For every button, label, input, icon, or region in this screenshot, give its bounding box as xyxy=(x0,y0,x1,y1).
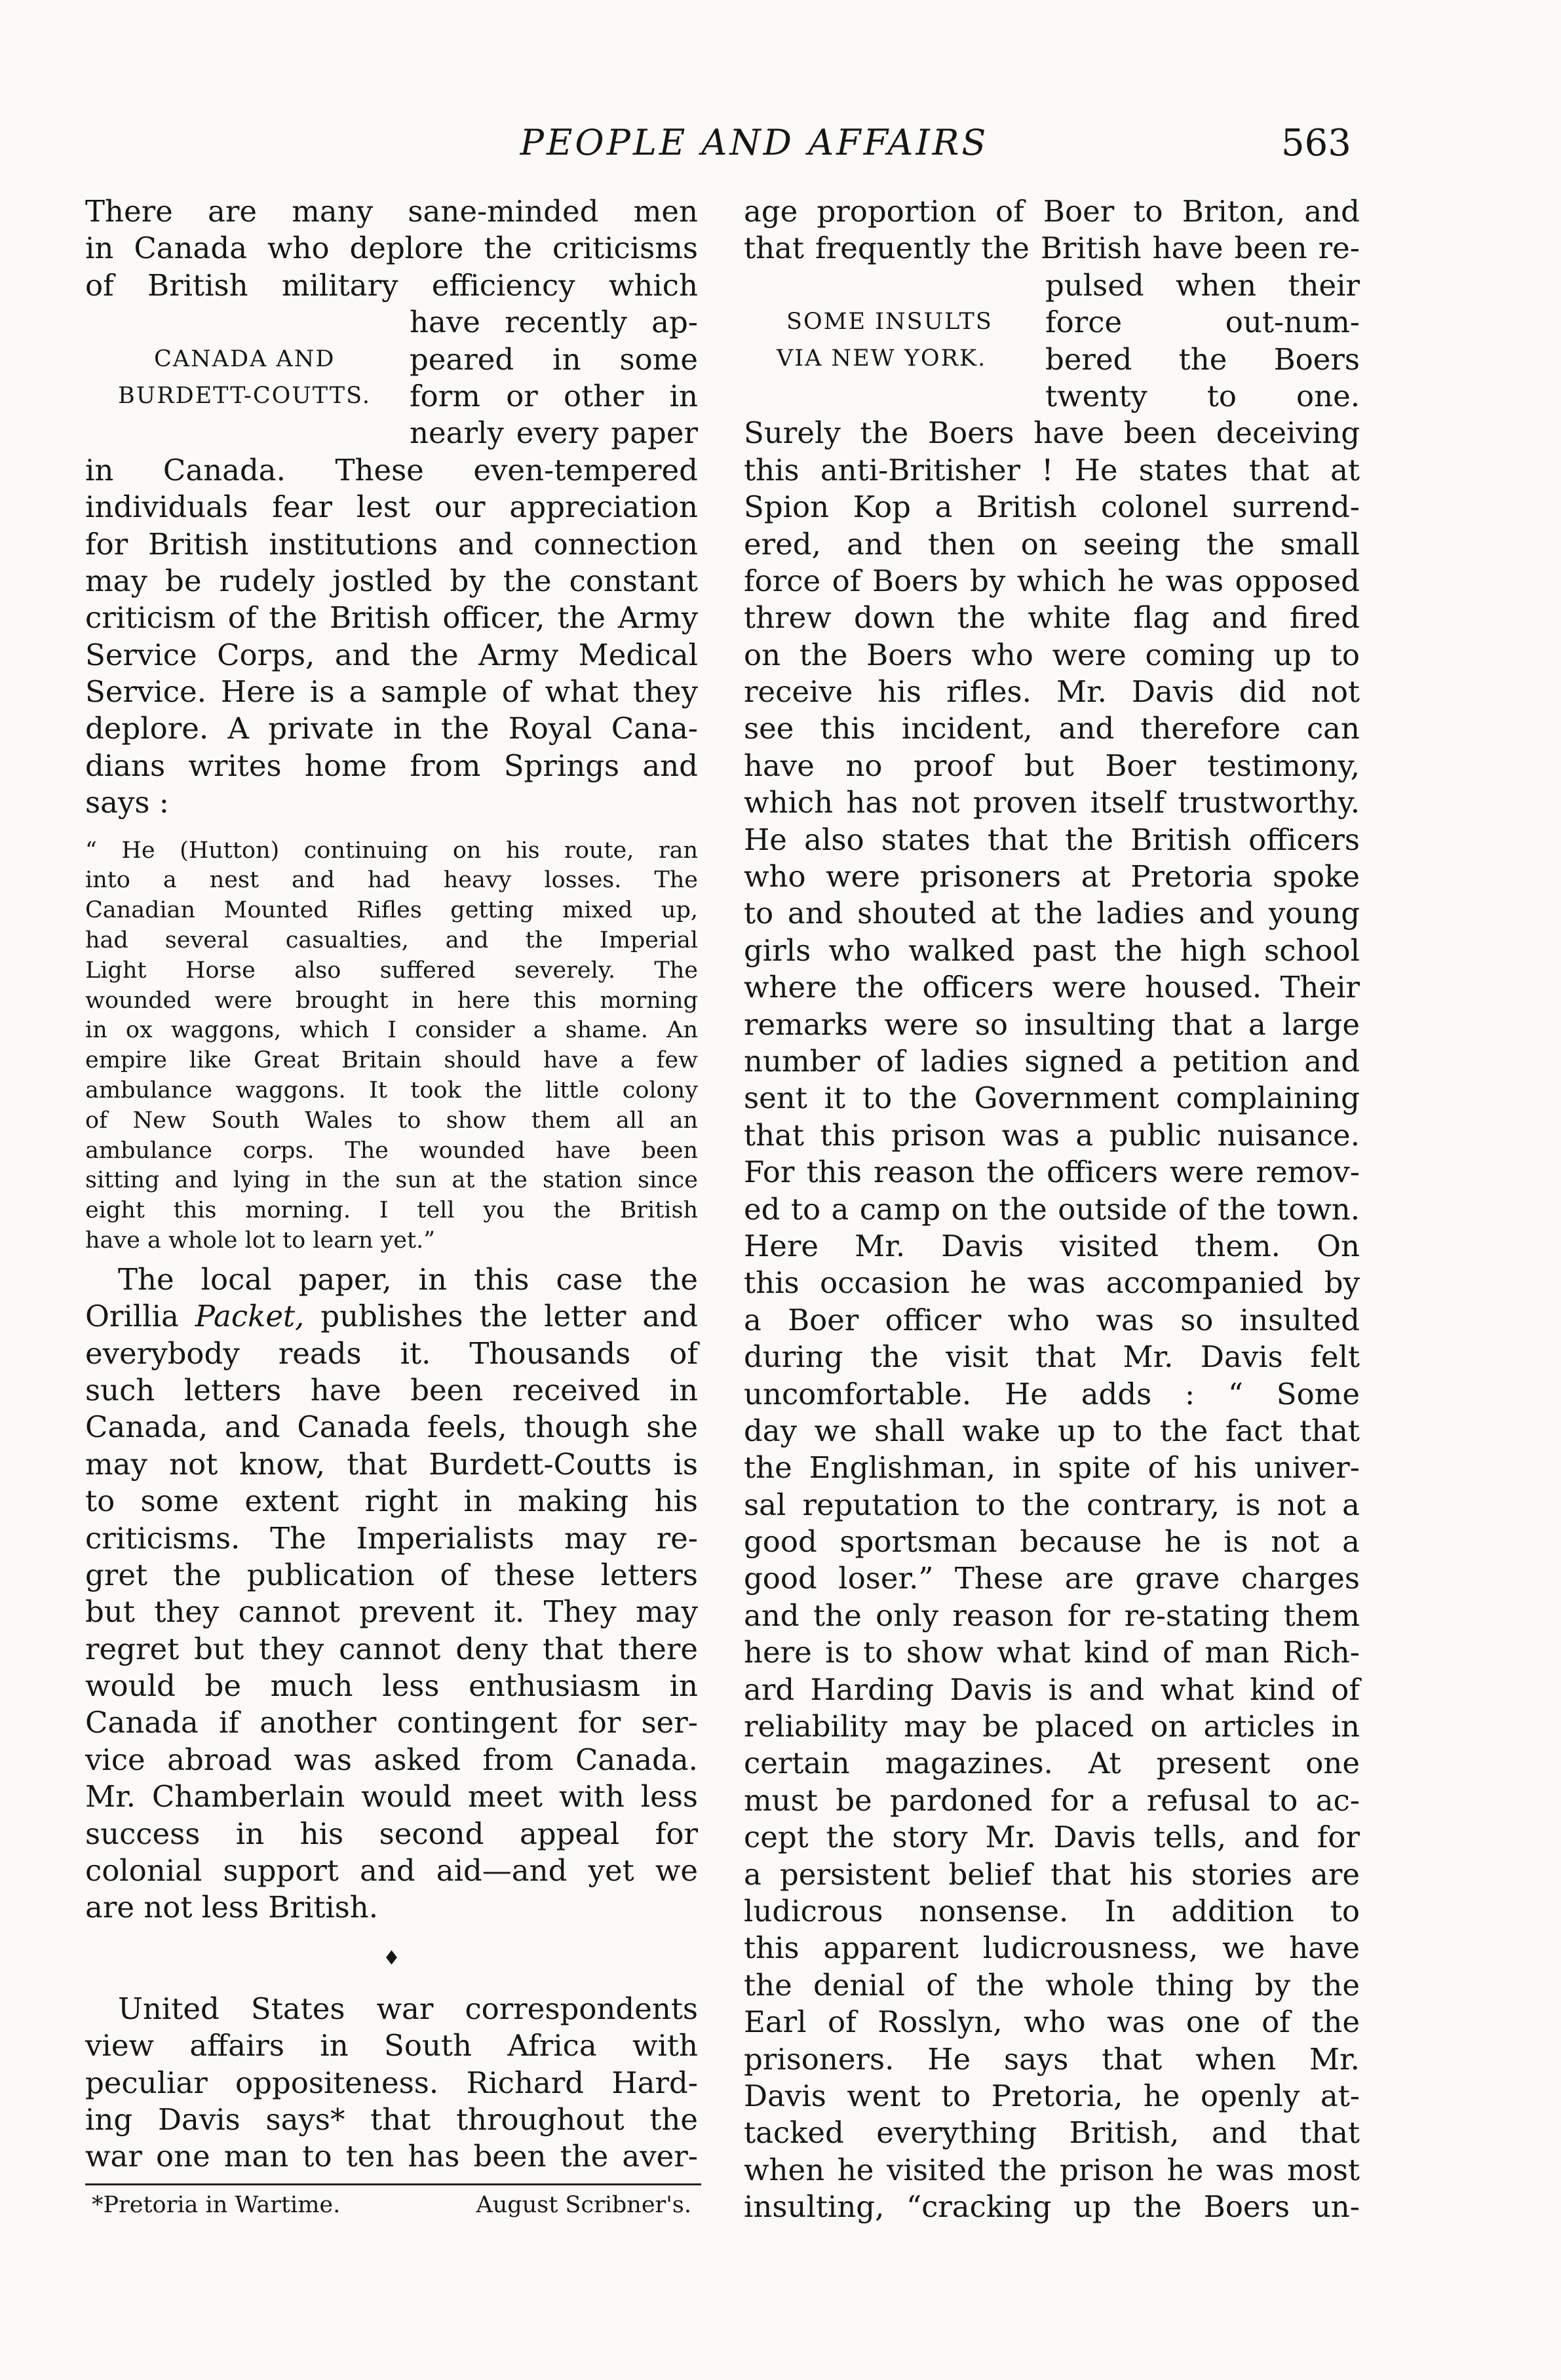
text-line: bered the Boers xyxy=(1045,341,1360,377)
text-line: sal reputation to the contrary, is not a xyxy=(744,1487,1360,1522)
text-line: number of ladies signed a petition and xyxy=(744,1043,1360,1079)
text-line: pulsed when their xyxy=(1045,267,1360,303)
text-line: must be pardoned for a refusal to ac- xyxy=(744,1782,1360,1818)
text-line: gret the publication of these letters xyxy=(85,1557,698,1592)
text-line: prisoners. He says that when Mr. xyxy=(744,2041,1360,2077)
text-line: have recently ap- xyxy=(410,305,698,340)
text-line: nearly every paper xyxy=(410,415,698,451)
text-line: on the Boers who were coming up to xyxy=(744,637,1360,672)
text-line: may not know, that Burdett-Coutts is xyxy=(85,1446,698,1482)
text-line: this anti-Britisher ! He states that at xyxy=(744,452,1360,488)
quote-line: sitting and lying in the sun at the station since xyxy=(85,1167,698,1194)
quote-line: of New South Wales to show them all an xyxy=(85,1107,698,1134)
quote-line: ambulance waggons. It took the little colony xyxy=(85,1077,698,1104)
text-span: publishes the letter and xyxy=(304,1299,698,1334)
text-line: For this reason the officers were remov- xyxy=(744,1155,1360,1190)
text-line: Surely the Boers have been deceiving xyxy=(744,415,1360,451)
text-line: and the only reason for re-stating them xyxy=(744,1598,1360,1633)
text-line: for British institutions and connection xyxy=(85,526,698,562)
text-line: The local paper, in this case the xyxy=(118,1261,698,1297)
text-line: girls who walked past the high school xyxy=(744,932,1360,968)
text-line: Earl of Rosslyn, who was one of the xyxy=(744,2005,1360,2040)
text-line: everybody reads it. Thousands of xyxy=(85,1335,698,1371)
text-line: ard Harding Davis is and what kind of xyxy=(744,1672,1360,1707)
text-line: force of Boers by which he was opposed xyxy=(744,563,1360,598)
text-line: view affairs in South Africa with xyxy=(85,2028,698,2063)
text-line: ludicrous nonsense. In addition to xyxy=(744,1893,1360,1929)
quote-line: ambulance corps. The wounded have been xyxy=(85,1137,698,1164)
sidenote-some-insults: SOME INSULTS xyxy=(786,309,993,335)
text-line: the Englishman, in spite of his univer- xyxy=(744,1450,1360,1486)
text-line: in Canada who deplore the criticisms xyxy=(85,231,698,266)
text-line: ing Davis says* that throughout the xyxy=(85,2102,698,2137)
text-line: this occasion he was accompanied by xyxy=(744,1265,1360,1301)
text-line: United States war correspondents xyxy=(118,1991,698,2026)
text-line: Spion Kop a British colonel surrend- xyxy=(744,489,1360,525)
quote-line: Light Horse also suffered severely. The xyxy=(85,957,698,984)
text-line: Here Mr. Davis visited them. On xyxy=(744,1228,1360,1263)
text-line: Davis went to Pretoria, he openly at- xyxy=(744,2078,1360,2113)
text-line: good loser.” These are grave charges xyxy=(744,1561,1360,1596)
block-quote xyxy=(85,836,698,1256)
quote-line: Canadian Mounted Rifles getting mixed up, xyxy=(85,897,698,924)
page-number: 563 xyxy=(1281,122,1351,164)
text-line: Canada, and Canada feels, though she xyxy=(85,1410,698,1445)
text-line: this apparent ludicrousness, we have xyxy=(744,1930,1360,1966)
footnote-citation: *Pretoria in Wartime. xyxy=(92,2191,341,2218)
sidenote-burdett-coutts: BURDETT-COUTTS. xyxy=(118,383,371,409)
text-line: the denial of the whole thing by the xyxy=(744,1967,1360,2003)
footnote-publisher: August Scribner's. xyxy=(476,2191,691,2218)
text-line: have no proof but Boer testimony, xyxy=(744,748,1360,783)
text-line: individuals fear lest our appreciation xyxy=(85,489,698,525)
text-line: reliability may be placed on articles in xyxy=(744,1709,1360,1744)
text-span: Orillia xyxy=(85,1299,195,1334)
text-line: who were prisoners at Pretoria spoke xyxy=(744,859,1360,894)
text-line: says : xyxy=(85,785,169,820)
paragraph-1 xyxy=(85,193,698,822)
quote-line: “ He (Hutton) continuing on his route, ran xyxy=(85,837,698,864)
text-line: ered, and then on seeing the small xyxy=(744,526,1360,562)
text-line xyxy=(85,1298,698,1335)
text-line: force out-num- xyxy=(1045,305,1360,340)
sidenote-canada-and: CANADA AND xyxy=(154,346,336,372)
quote-line: have a whole lot to learn yet.” xyxy=(85,1227,436,1254)
sidenote-via-new-york: VIA NEW YORK. xyxy=(777,345,987,372)
text-line: of British military efficiency which xyxy=(85,267,698,303)
text-line: Mr. Chamberlain would meet with less xyxy=(85,1779,698,1814)
text-line: uncomfortable. He adds : “ Some xyxy=(744,1376,1360,1411)
text-line: that frequently the British have been re- xyxy=(744,231,1360,266)
text-line: threw down the white flag and fired xyxy=(744,600,1360,636)
text-line: form or other in xyxy=(410,378,698,413)
text-line: during the visit that Mr. Davis felt xyxy=(744,1339,1360,1375)
text-line: are not less British. xyxy=(85,1890,379,1925)
text-line: war one man to ten has been the aver- xyxy=(85,2139,698,2174)
text-line: ed to a camp on the outside of the town. xyxy=(744,1191,1360,1227)
text-line: that this prison was a public nuisance. xyxy=(744,1117,1360,1153)
text-line: Canada if another contingent for ser- xyxy=(85,1705,698,1740)
text-line: may be rudely jostled by the constant xyxy=(85,563,698,598)
text-line: Service. Here is a sample of what they xyxy=(85,674,698,710)
text-line: here is to show what kind of man Rich- xyxy=(744,1635,1360,1670)
text-line: colonial support and aid—and yet we xyxy=(85,1853,698,1889)
text-line: vice abroad was asked from Canada. xyxy=(85,1742,698,1777)
text-line: when he visited the prison he was most xyxy=(744,2152,1360,2187)
text-line: Service Corps, and the Army Medical xyxy=(85,637,698,672)
text-line: remarks were so insulting that a large xyxy=(744,1007,1360,1042)
italic-title: Packet, xyxy=(195,1299,305,1334)
running-head: PEOPLE AND AFFAIRS xyxy=(520,122,989,163)
text-line: see this incident, and therefore can xyxy=(744,711,1360,746)
text-line: which has not proven itself trustworthy. xyxy=(744,785,1360,820)
text-line: insulting, “cracking up the Boers un- xyxy=(744,2189,1360,2225)
text-line: criticisms. The Imperialists may re- xyxy=(85,1520,698,1556)
text-line: such letters have been received in xyxy=(85,1372,698,1408)
text-line: dians writes home from Springs and xyxy=(85,748,698,783)
text-line: twenty to one. xyxy=(1045,378,1360,413)
text-line: a persistent belief that his stories are xyxy=(744,1856,1360,1892)
text-line: cept the story Mr. Davis tells, and for xyxy=(744,1820,1360,1855)
left-column xyxy=(85,193,698,2225)
text-line: day we shall wake up to the fact that xyxy=(744,1413,1360,1448)
text-line: receive his rifles. Mr. Davis did not xyxy=(744,674,1360,710)
text-line: deplore. A private in the Royal Cana- xyxy=(85,711,698,746)
text-line: certain magazines. At present one xyxy=(744,1746,1360,1781)
text-line: sent it to the Government complaining xyxy=(744,1081,1360,1116)
text-line: He also states that the British officers xyxy=(744,822,1360,857)
quote-line: had several casualties, and the Imperial xyxy=(85,927,698,954)
right-column xyxy=(744,193,1360,2225)
text-line: where the officers were housed. Their xyxy=(744,970,1360,1005)
text-line: peculiar oppositeness. Richard Hard- xyxy=(85,2065,698,2100)
text-line: a Boer officer who was so insulted xyxy=(744,1302,1360,1337)
text-line: to some extent right in making his xyxy=(85,1484,698,1519)
text-line: success in his second appeal for xyxy=(85,1816,698,1851)
quote-line: eight this morning. I tell you the British xyxy=(85,1197,698,1224)
quote-line: into a nest and had heavy losses. The xyxy=(85,867,698,894)
text-line: in Canada. These even-tempered xyxy=(85,452,698,488)
text-line: to and shouted at the ladies and young xyxy=(744,896,1360,931)
quote-line: in ox waggons, which I consider a shame. An xyxy=(85,1017,698,1044)
text-line: but they cannot prevent it. They may xyxy=(85,1594,698,1630)
footnote xyxy=(85,2185,698,2225)
text-line: tacked everything British, and that xyxy=(744,2115,1360,2151)
text-line: good sportsman because he is not a xyxy=(744,1524,1360,1560)
quote-line: empire like Great Britain should have a few xyxy=(85,1047,698,1074)
text-line: would be much less enthusiasm in xyxy=(85,1668,698,1704)
text-line: peared in some xyxy=(410,341,698,377)
text-line: criticism of the British officer, the Army xyxy=(85,600,698,636)
text-line: age proportion of Boer to Briton, and xyxy=(744,194,1360,229)
section-ornament: ♦ xyxy=(383,1946,400,1970)
text-line: There are many sane-minded men xyxy=(85,194,698,229)
text-line: regret but they cannot deny that there xyxy=(85,1631,698,1666)
paragraph-3 xyxy=(85,1991,698,2176)
paragraph-2 xyxy=(85,1261,698,1927)
quote-line: wounded were brought in here this morning xyxy=(85,987,698,1014)
